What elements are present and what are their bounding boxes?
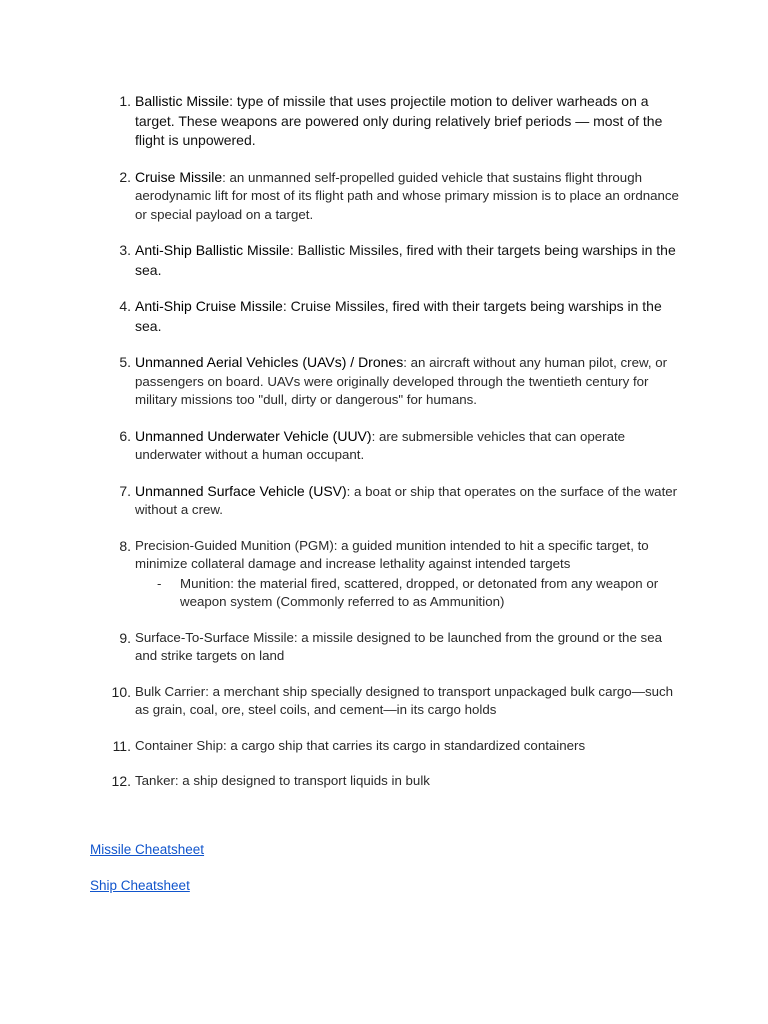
- item-term: Container Ship: [135, 737, 223, 753]
- item-text: [135, 297, 682, 336]
- item-text: [135, 737, 682, 756]
- item-definition: : type of missile that uses projectile motion to deliver warheads on a target. These weapons are powered only during relatively brief periods — most of the flight is unpowered.: [135, 93, 663, 148]
- item-number: 10.: [111, 683, 131, 700]
- item-definition: : a ship designed to transport liquids in bulk: [174, 773, 430, 788]
- ship-cheatsheet-link[interactable]: Ship Cheatsheet: [90, 878, 190, 893]
- item-term: Unmanned Aerial Vehicles (UAVs) / Drones: [135, 354, 404, 370]
- item-text: [135, 629, 682, 666]
- list-item: [112, 241, 682, 280]
- item-term: Unmanned Surface Vehicle (USV): [135, 482, 347, 499]
- item-number: 11.: [112, 737, 131, 754]
- item-number: 7.: [119, 482, 131, 499]
- item-number: 9.: [119, 629, 131, 646]
- item-definition: : a missile designed to be launched from the ground or the sea and strike targets on land: [135, 629, 662, 663]
- item-number: 2.: [119, 168, 131, 185]
- list-item: [112, 92, 682, 151]
- item-definition: : a cargo ship that carries its cargo in standardized containers: [222, 737, 586, 753]
- item-term: Bulk Carrier: [135, 683, 206, 699]
- item-term: Tanker: [135, 773, 175, 788]
- item-definition: : an aircraft without any human pilot, crew, or passengers on board. UAVs were originally developed through the twentieth century for military missions too "dull, dirty or dangerous" for humans.: [135, 355, 668, 407]
- item-text: [135, 168, 682, 225]
- item-text: [135, 537, 682, 574]
- item-term: Surface-To-Surface Missile: [135, 629, 294, 645]
- item-text: [135, 772, 682, 791]
- item-text: [135, 241, 682, 280]
- list-item: [112, 629, 682, 666]
- sublist-item-text: Munition: the material fired, scattered, dropped, or detonated from any weapon or weapon system (Commonly referred to as Ammunition): [180, 575, 659, 609]
- list-item: [112, 168, 682, 225]
- list-item: [112, 353, 682, 410]
- list-item: [112, 772, 682, 791]
- definitions-list: [112, 92, 682, 808]
- item-term: Ballistic Missile: [135, 93, 230, 109]
- item-text: [135, 92, 682, 151]
- list-item: [112, 537, 682, 612]
- item-term: Anti-Ship Cruise Missile: [135, 298, 283, 314]
- dash-bullet: -: [157, 575, 162, 591]
- item-definition: : a merchant ship specially designed to transport unpackaged bulk cargo—such as grain, coal, ore, steel coils, and cement—in its cargo holds: [135, 683, 674, 717]
- item-definition: : Cruise Missiles, fired with their targets being warships in the sea.: [135, 298, 662, 334]
- list-item: [112, 297, 682, 336]
- item-number: 8.: [119, 537, 131, 554]
- item-term: Anti-Ship Ballistic Missile: [135, 242, 290, 258]
- item-definition: : an unmanned self-propelled guided vehicle that sustains flight through aerodynamic lift for most of its flight path and whose primary mission is to place an ordnance or special payload on a target.: [135, 169, 679, 222]
- item-number: 12.: [111, 773, 131, 789]
- item-definition: : a boat or ship that operates on the surface of the water without a crew.: [135, 483, 678, 517]
- item-number: 5.: [119, 354, 131, 370]
- item-definition: : Ballistic Missiles, fired with their targets being warships in the sea.: [135, 242, 676, 278]
- missile-cheatsheet-link[interactable]: Missile Cheatsheet: [90, 842, 205, 857]
- item-text: [135, 353, 682, 410]
- item-term: Cruise Missile: [135, 168, 223, 185]
- list-item: [112, 427, 682, 465]
- item-term: Precision-Guided Munition (PGM): [135, 537, 334, 553]
- item-text: [135, 427, 682, 465]
- list-item: [112, 482, 682, 520]
- list-item: [112, 683, 682, 720]
- item-term: Unmanned Underwater Vehicle (UUV): [135, 427, 372, 444]
- item-text: [135, 482, 682, 520]
- item-number: 6.: [119, 427, 131, 444]
- item-definition: : a guided munition intended to hit a specific target, to minimize collateral damage and increase lethality against intended targets: [135, 537, 649, 571]
- item-number: 4.: [119, 298, 131, 314]
- item-text: [135, 683, 682, 720]
- item-number: 3.: [119, 242, 131, 258]
- list-item: [112, 737, 682, 756]
- item-definition: : are submersible vehicles that can operate underwater without a human occupant.: [135, 428, 626, 462]
- item-number: 1.: [119, 93, 131, 109]
- sublist: [135, 575, 682, 612]
- sublist-item: [135, 575, 682, 612]
